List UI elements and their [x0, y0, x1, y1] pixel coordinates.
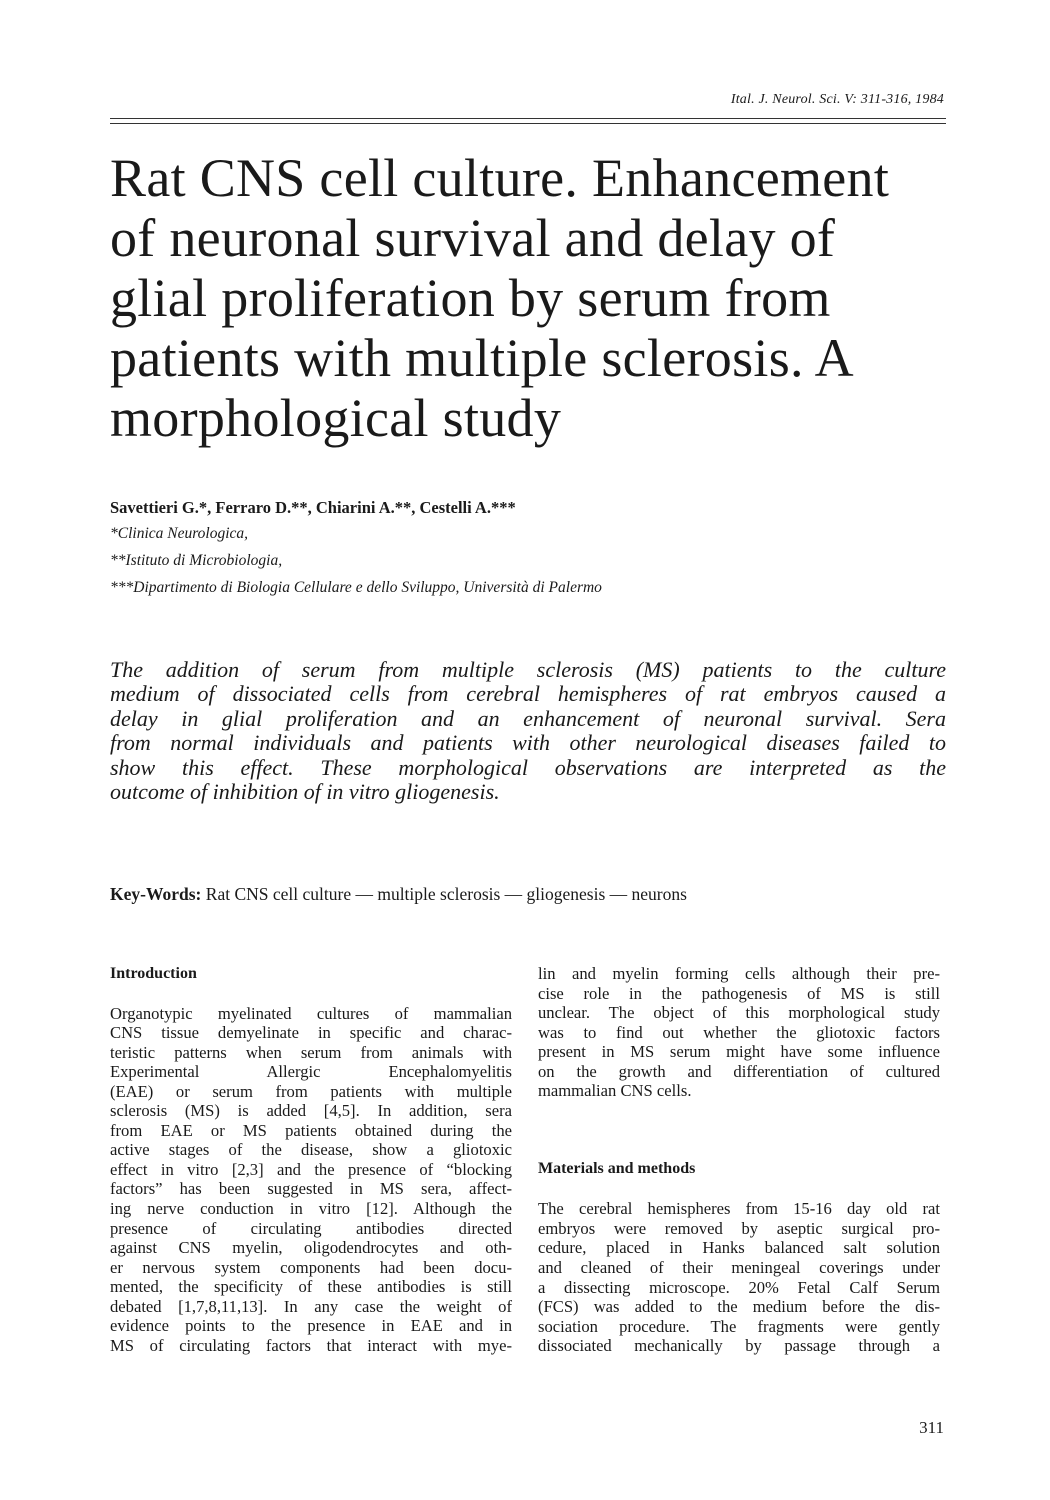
text-line: cise role in the pathogenesis of MS is still [538, 983, 940, 1003]
right-column [538, 964, 940, 1356]
text-line: teristic patterns when serum from animals with [110, 1042, 512, 1062]
text-line: MS of circulating factors that interact with mye- [110, 1335, 512, 1355]
text-line: CNS tissue demyelinate in specific and charac- [110, 1023, 512, 1043]
text-line: Experimental Allergic Encephalomyelitis [110, 1062, 512, 1082]
title-line: Rat CNS cell culture. Enhancement [110, 148, 890, 208]
header-rule-bottom [110, 123, 946, 124]
text-line: active stages of the disease, show a gliotoxic [110, 1140, 512, 1160]
text-line: effect in vitro [2,3] and the presence of “blocking [110, 1159, 512, 1179]
keywords [110, 884, 687, 905]
text-line: was to find out whether the gliotoxic factors [538, 1022, 940, 1042]
text-line: against CNS myelin, oligodendrocytes and oth- [110, 1238, 512, 1258]
article-title [110, 148, 960, 448]
keywords-text: Rat CNS cell culture — multiple sclerosis — gliogenesis — neurons [205, 884, 687, 904]
text-line: er nervous system components had been docu- [110, 1257, 512, 1277]
abstract-line: from normal individuals and patients with other neurological diseases failed to [110, 730, 946, 756]
affiliation: **Istituto di Microbiologia, [110, 552, 283, 569]
header-rule-top [110, 118, 946, 119]
title-line: morphological study [110, 388, 562, 448]
left-column [110, 964, 512, 1355]
introduction-paragraph [110, 1004, 512, 1356]
text-line: lin and myelin forming cells although their pre- [538, 964, 940, 983]
affiliation: ***Dipartimento di Biologia Cellulare e dello Sviluppo, Università di Palermo [110, 579, 602, 596]
title-line: of neuronal survival and delay of [110, 208, 836, 268]
methods-heading: Materials and methods [538, 1159, 696, 1177]
text-line: unclear. The object of this morphological study [538, 1003, 940, 1023]
methods-paragraph [538, 1199, 940, 1355]
introduction-continued [538, 964, 940, 1101]
text-line: present in MS serum might have some influence [538, 1042, 940, 1062]
text-line: (FCS) was added to the medium before the dis- [538, 1297, 940, 1317]
text-line: presence of circulating antibodies directed [110, 1218, 512, 1238]
page-number: 311 [919, 1418, 944, 1437]
text-line: on the growth and differentiation of cultured [538, 1061, 940, 1081]
abstract-line: show this effect. These morphological observations are interpreted as the [110, 754, 946, 780]
title-line: glial proliferation by serum from [110, 268, 831, 328]
abstract-line: medium of dissociated cells from cerebral hemispheres of rat embryos caused a [110, 681, 946, 707]
introduction-heading: Introduction [110, 965, 197, 982]
text-line: from EAE or MS patients obtained during the [110, 1120, 512, 1140]
text-line: The cerebral hemispheres from 15-16 day old rat [538, 1199, 940, 1219]
text-line: evidence points to the presence in EAE and in [110, 1316, 512, 1336]
affiliation: *Clinica Neurologica, [110, 525, 249, 542]
title-line: patients with multiple sclerosis. A [110, 328, 854, 388]
journal-citation: Ital. J. Neurol. Sci. V: 311-316, 1984 [730, 92, 944, 107]
abstract-line: delay in glial proliferation and an enhancement of neuronal survival. Sera [110, 705, 946, 731]
text-line: and cleaned of their meningeal coverings under [538, 1258, 940, 1278]
abstract-line: The addition of serum from multiple sclerosis (MS) patients to the culture [110, 657, 946, 682]
text-line: embryos were removed by aseptic surgical pro- [538, 1218, 940, 1238]
author-list: Savettieri G.*, Ferraro D.**, Chiarini A.**, Cestelli A.*** [110, 498, 516, 517]
keywords-label: Key-Words: [110, 884, 202, 904]
text-line: cedure, placed in Hanks balanced salt solution [538, 1238, 940, 1258]
text-line: factors” has been suggested in MS sera, affect- [110, 1179, 512, 1199]
text-line: debated [1,7,8,11,13]. In any case the weight of [110, 1296, 512, 1316]
text-line: (EAE) or serum from patients with multiple [110, 1081, 512, 1101]
text-line: mammalian CNS cells. [538, 1081, 692, 1101]
text-line: sclerosis (MS) is added [4,5]. In addition, sera [110, 1101, 512, 1121]
text-line: Organotypic myelinated cultures of mammalian [110, 1003, 512, 1023]
text-line: sociation procedure. The fragments were gently [538, 1316, 940, 1336]
text-line: dissociated mechanically by passage through a [538, 1336, 940, 1356]
text-line: ing nerve conduction in vitro [12]. Although the [110, 1199, 512, 1219]
abstract-line: outcome of inhibition of in vitro gliogenesis. [110, 779, 500, 805]
abstract [110, 658, 946, 804]
text-line: a dissecting microscope. 20% Fetal Calf Serum [538, 1277, 940, 1297]
text-line: mented, the specificity of these antibodies is still [110, 1277, 512, 1297]
